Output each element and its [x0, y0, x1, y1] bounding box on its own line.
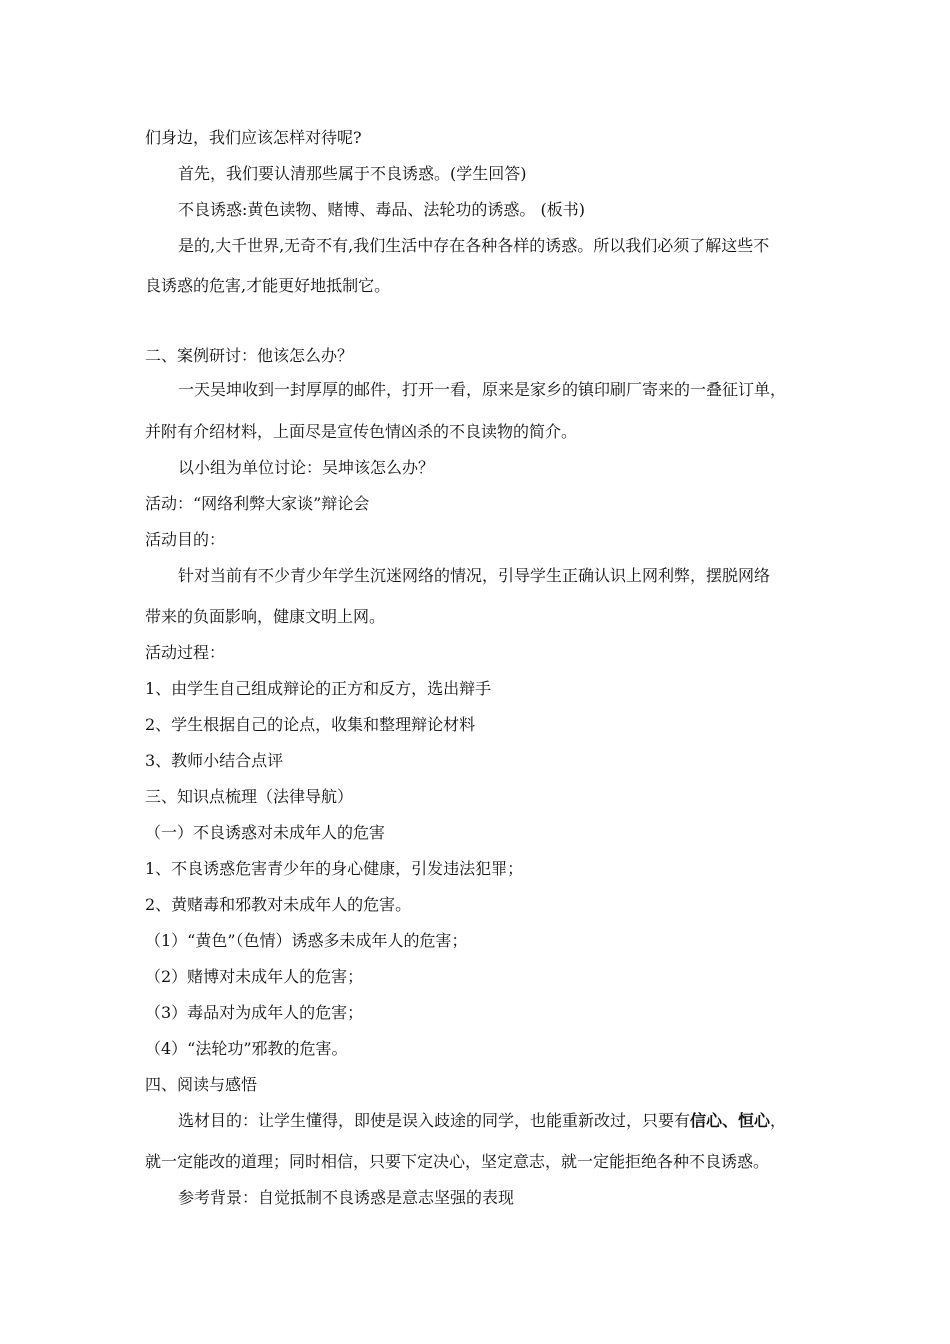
- list-item: 1、不良诱惑危害青少年的身心健康，引发违法犯罪；: [145, 859, 524, 878]
- text-line: 首先，我们要认清那些属于不良诱惑。(学生回答): [178, 164, 527, 183]
- purpose-text: 选材目的：让学生懂得，即使是误入歧途的同学，也能重新改过，只要有: [178, 1111, 691, 1130]
- text-line: 就一定能改的道理；同时相信，只要下定决心，坚定意志，就一定能拒绝各种不良诱惑。: [145, 1152, 770, 1171]
- text-line: [178, 1111, 786, 1131]
- text-line: 活动过程：: [145, 643, 226, 662]
- list-item: （3）毒品对为成年人的危害；: [145, 1003, 364, 1022]
- list-item: 2、学生根据自己的论点，收集和整理辩论材料: [145, 715, 476, 734]
- list-item: 2、黄赌毒和邪教对未成年人的危害。: [145, 895, 412, 914]
- list-item: （2）赌博对未成年人的危害；: [145, 967, 364, 986]
- text-line: 带来的负面影响，健康文明上网。: [145, 607, 386, 626]
- text-line: 良诱惑的危害,才能更好地抵制它。: [145, 276, 391, 295]
- text-line: 针对当前有不少青少年学生沉迷网络的情况，引导学生正确认识上网利弊，摆脱网络: [178, 566, 771, 585]
- section-heading: 二、案例研讨：他该怎么办？: [145, 346, 354, 365]
- section-heading: 三、知识点梳理（法律导航）: [145, 787, 354, 806]
- text-line: （一）不良诱惑对未成年人的危害: [145, 823, 386, 842]
- text-line: 活动：“网络利弊大家谈”辩论会: [145, 494, 370, 513]
- text-line: 以小组为单位讨论：吴坤该怎么办？: [178, 458, 435, 477]
- text-line: 一天吴坤收到一封厚厚的邮件，打开一看，原来是家乡的镇印刷厂寄来的一叠征订单，: [178, 380, 787, 399]
- purpose-suffix: ，: [770, 1111, 787, 1130]
- text-line: 并附有介绍材料，上面尽是宣传色情凶杀的不良读物的简介。: [145, 422, 578, 441]
- text-line: 们身边，我们应该怎样对待呢?: [145, 128, 362, 147]
- section-heading: 四、阅读与感悟: [145, 1075, 258, 1094]
- list-item: （4）“法轮功”邪教的危害。: [145, 1039, 348, 1058]
- purpose-bold-text: 信心、恒心: [690, 1111, 771, 1130]
- list-item: 3、教师小结合点评: [145, 751, 284, 770]
- list-item: 1、由学生自己组成辩论的正方和反方，选出辩手: [145, 679, 492, 698]
- list-item: （1）“黄色”（色情）诱惑多未成年人的危害；: [145, 931, 468, 950]
- text-line: 活动目的：: [145, 530, 226, 549]
- text-line: 不良诱惑:黄色读物、赌博、毒品、法轮功的诱惑。 (板书): [178, 200, 585, 219]
- text-line: 是的,大千世界,无奇不有,我们生活中存在各种各样的诱惑。所以我们必须了解这些不: [178, 236, 770, 255]
- text-line: 参考背景：自觉抵制不良诱惑是意志坚强的表现: [178, 1188, 515, 1207]
